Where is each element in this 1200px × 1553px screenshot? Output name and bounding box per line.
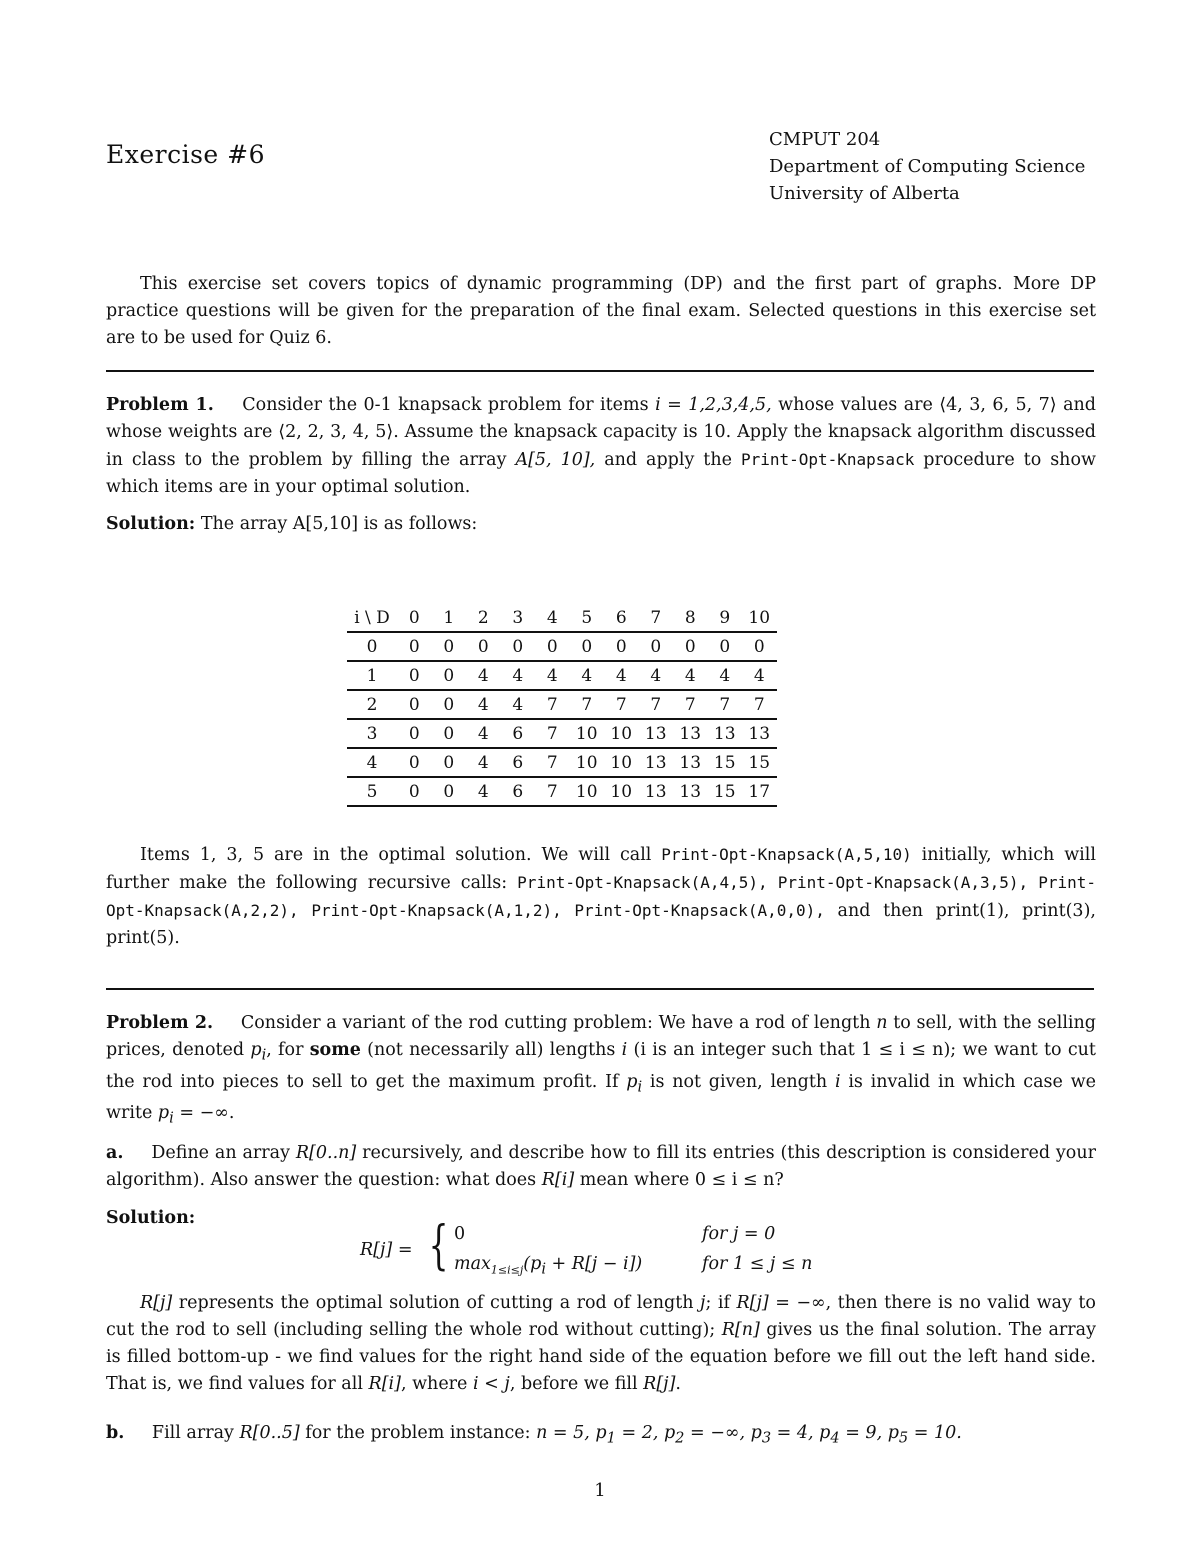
page-number: 1 [594, 1480, 606, 1501]
procedure-name: Print-Opt-Knapsack [740, 450, 915, 469]
table-cell: 6 [501, 777, 536, 806]
problem-1-statement [106, 392, 1096, 501]
explanation-text-c: = −∞, then there is no valid way to cut the rod to sell (including selling the whole rod without cutting); [106, 1293, 1096, 1340]
variable-n: n [876, 1013, 888, 1033]
problem-2-text: Consider a variant of the rod cutting problem: We have a rod of length [240, 1013, 871, 1033]
recursive-call: Print-Opt-Knapsack(A,4,5), [517, 873, 768, 892]
table-cell: 0 [466, 632, 501, 661]
table-cell: 15 [742, 748, 777, 777]
table-cell: 4 [742, 661, 777, 690]
table-cell: 0 [397, 719, 432, 748]
table-cell: 4 [570, 661, 605, 690]
row-label: 1 [347, 661, 397, 690]
row-label: 0 [347, 632, 397, 661]
conclusion-text: Items 1, 3, 5 are in the optimal solution. We will call [140, 845, 652, 865]
r-i: R[i] [368, 1374, 401, 1394]
table-cell: 0 [673, 632, 708, 661]
variable-p: p [157, 1103, 170, 1123]
row-label: 2 [347, 690, 397, 719]
table-cell: 0 [432, 632, 467, 661]
table-cell: 13 [639, 777, 674, 806]
table-cell: 13 [639, 719, 674, 748]
equation-lhs: R[j] = [360, 1240, 413, 1260]
problem-2-text-g: is invalid in which case we write [106, 1071, 1096, 1123]
case-1-condition: for j = 0 [702, 1224, 776, 1244]
row-label: 4 [347, 748, 397, 777]
case-2-term: (p [523, 1254, 542, 1274]
table-cell: 0 [397, 661, 432, 690]
part-b-label: b. [106, 1423, 125, 1443]
variable-j: j [700, 1293, 706, 1313]
table-cell: 7 [673, 690, 708, 719]
column-header: 6 [604, 604, 639, 632]
table-cell: 4 [501, 690, 536, 719]
problem-2-text-c: , for [266, 1040, 304, 1060]
recursive-call: Print-Opt-Knapsack(A,2,2), [106, 873, 1096, 920]
case-2-term-b: + R[j − i]) [545, 1254, 643, 1274]
problem-2-text-e: (i is an integer such that 1 ≤ i ≤ n); we want to cut the rod into pieces to sell to get the maximum profit. If [106, 1040, 1096, 1092]
table-row [347, 690, 777, 719]
part-a-text: Define an array [151, 1143, 290, 1163]
variable-i: i [621, 1040, 628, 1060]
variable-p: p [626, 1071, 638, 1092]
table-cell: 10 [604, 719, 639, 748]
table-cell: 7 [570, 690, 605, 719]
course-code: CMPUT 204 [769, 129, 881, 150]
table-cell: 10 [570, 748, 605, 777]
table-cell: 7 [535, 748, 570, 777]
negative-infinity: = −∞. [179, 1103, 235, 1123]
solution-label: Solution: [106, 1208, 196, 1228]
table-cell: 7 [535, 690, 570, 719]
max-range: 1≤i≤j [490, 1263, 524, 1277]
table-cell: 0 [397, 632, 432, 661]
problem-2-explanation: R[j] represents the optimal solution of cutting a rod of length j; if R[j] = −∞, then there is no valid way to cut the rod to sell (including selling the whole rod without cutting); R[n] gives us the final solution. The array is filled bottom-up - we find values for the right hand side of the equation before we fill out the left hand side. That is, we find values for all R[i], where i < j, before we fill R[j]. [106, 1293, 1096, 1394]
table-cell: 10 [604, 777, 639, 806]
subscript-i: i [169, 1109, 174, 1127]
page-title: Exercise #6 [106, 140, 266, 169]
r-j: R[j] [140, 1293, 173, 1313]
table-cell: 0 [432, 719, 467, 748]
case-2-condition: for 1 ≤ j ≤ n [702, 1254, 813, 1274]
table-row [347, 661, 777, 690]
university-name: University of Alberta [769, 183, 960, 204]
table-header-row [347, 604, 777, 632]
table-cell: 0 [501, 632, 536, 661]
problem-1-text-c: and apply the [604, 450, 732, 470]
table-cell: 0 [742, 632, 777, 661]
part-b-text-2: for the problem instance: [305, 1423, 531, 1443]
recursive-call: Print-Opt-Knapsack(A,3,5), [777, 873, 1029, 892]
intro-paragraph: This exercise set covers topics of dynamic programming (DP) and the first part of graphs. More DP practice questions will be given for the preparation of the final exam. Selected questions in this exercise set are to be used for Quiz 6. [106, 274, 1096, 348]
variable-p: p [250, 1040, 262, 1060]
r-j: R[j] [736, 1293, 769, 1313]
problem-1-items: i = 1,2,3,4,5, [655, 395, 772, 415]
knapsack-table [347, 604, 777, 807]
solution-text: The array A[5,10] is as follows: [200, 514, 478, 534]
instance-prices: $_1$ = 2, $p_2$ = −∞, $p_3 = 4$, $p_4 = 9$, $p_5 = 10$. [606, 1423, 962, 1447]
array-r-i: R[i] [541, 1170, 575, 1190]
table-cell: 4 [708, 661, 743, 690]
table-cell: 17 [742, 777, 777, 806]
problem-1-label: Problem 1. [106, 395, 214, 415]
table-body [347, 632, 777, 806]
table-cell: 0 [570, 632, 605, 661]
problem-2-statement [106, 1010, 1096, 1132]
variable-i: i [834, 1071, 841, 1092]
table-cell: 15 [708, 748, 743, 777]
table-cell: 0 [535, 632, 570, 661]
table-cell: 13 [673, 719, 708, 748]
subscript-i: i [637, 1078, 643, 1095]
explanation-text-f: , before we fill [509, 1374, 638, 1394]
table-cell: 13 [708, 719, 743, 748]
column-header: 9 [708, 604, 743, 632]
left-brace: { [428, 1216, 449, 1276]
table-cell: 0 [604, 632, 639, 661]
table-cell: 4 [604, 661, 639, 690]
table-cell: 10 [570, 777, 605, 806]
conclusion-text-b: initially, which will further make the following recursive calls: [106, 845, 1096, 893]
table-cell: 4 [466, 777, 501, 806]
table-cell: 7 [535, 777, 570, 806]
subscript-i: i [541, 1260, 546, 1278]
table-cell: 0 [432, 661, 467, 690]
table-cell: 0 [708, 632, 743, 661]
row-label: 5 [347, 777, 397, 806]
column-header: 0 [397, 604, 432, 632]
problem-2-text-f: is not given, length [649, 1071, 828, 1092]
table-cell: 13 [673, 777, 708, 806]
explanation-text-b: ; if [705, 1293, 730, 1313]
recursive-call: Print-Opt-Knapsack(A,1,2), [311, 901, 562, 920]
table-cell: 7 [639, 690, 674, 719]
table-cell: 10 [570, 719, 605, 748]
problem-2-part-b [106, 1420, 1096, 1452]
part-a-label: a. [106, 1143, 124, 1163]
table-cell: 4 [466, 690, 501, 719]
case-1-expression: 0 [454, 1224, 466, 1244]
table-row [347, 777, 777, 806]
table-corner-header: i \ D [347, 604, 397, 632]
conclusion-text-c: and then print(1), print(3), print(5). [106, 901, 1096, 948]
table-cell: 6 [501, 719, 536, 748]
problem-1-conclusion [106, 841, 1096, 952]
table-cell: 7 [535, 719, 570, 748]
column-header: 10 [742, 604, 777, 632]
table-cell: 0 [397, 690, 432, 719]
column-header: 5 [570, 604, 605, 632]
explanation-text-d: gives us the final solution. The array is filled bottom-up - we find values for the right hand side of the equation before we fill out the left hand side. That is, we find values for all [106, 1320, 1096, 1394]
table-cell: 7 [604, 690, 639, 719]
problem-2-text-b: to sell, with the selling prices, denoted [106, 1013, 1096, 1060]
table-row [347, 632, 777, 661]
condition-i-lt-j: i < j [473, 1374, 510, 1394]
problem-1-solution-intro [106, 511, 1096, 538]
table-cell: 13 [742, 719, 777, 748]
recursive-call: Print-Opt-Knapsack(A,0,0), [574, 901, 825, 920]
array-r: R[0..n] [295, 1143, 357, 1163]
explanation-text: represents the optimal solution of cutting a rod of length [178, 1293, 694, 1313]
case-2-expression [454, 1254, 642, 1278]
table-cell: 13 [639, 748, 674, 777]
table-cell: 7 [742, 690, 777, 719]
table-cell: 4 [535, 661, 570, 690]
max-operator: max [454, 1254, 491, 1274]
column-header: 7 [639, 604, 674, 632]
table-cell: 4 [673, 661, 708, 690]
recursive-call: Print-Opt-Knapsack(A,5,10) [661, 845, 912, 864]
problem-2-text-d: (not necessarily all) lengths [367, 1040, 616, 1060]
problem-2-part-a [106, 1140, 1096, 1194]
table-cell: 0 [397, 777, 432, 806]
column-header: 3 [501, 604, 536, 632]
divider [106, 988, 1094, 990]
table-cell: 4 [466, 719, 501, 748]
divider [106, 370, 1094, 372]
table-cell: 7 [708, 690, 743, 719]
table-cell: 0 [639, 632, 674, 661]
column-header: 1 [432, 604, 467, 632]
problem-2-label: Problem 2. [106, 1013, 214, 1033]
table-cell: 4 [501, 661, 536, 690]
table-cell: 0 [397, 748, 432, 777]
table-cell: 4 [466, 748, 501, 777]
problem-2-solution-label [106, 1205, 1096, 1232]
r-n: R[n] [721, 1320, 760, 1340]
solution-label: Solution: [106, 514, 196, 534]
column-header: 2 [466, 604, 501, 632]
department-name: Department of Computing Science [769, 156, 1086, 177]
problem-1-text-d: procedure to show which items are in your optimal solution. [106, 450, 1096, 497]
problem-1-array: A[5, 10], [515, 450, 596, 470]
table-cell: 4 [639, 661, 674, 690]
array-r-range: R[0..5] [239, 1423, 300, 1443]
table-cell: 13 [673, 748, 708, 777]
table-cell: 0 [432, 748, 467, 777]
table-row [347, 748, 777, 777]
row-label: 3 [347, 719, 397, 748]
table-cell: 0 [432, 690, 467, 719]
problem-1-text: Consider the 0-1 knapsack problem for items [242, 395, 649, 415]
part-a-text-3: mean where 0 ≤ i ≤ n? [579, 1170, 784, 1190]
table-cell: 0 [432, 777, 467, 806]
instance-n: n = 5, p [536, 1423, 607, 1443]
table-cell: 10 [604, 748, 639, 777]
course-header [769, 126, 1085, 207]
part-b-text: Fill array [151, 1423, 234, 1443]
table-row [347, 719, 777, 748]
part-a-text-2: recursively, and describe how to fill its entries (this description is considered your algorithm). Also answer the question: what does [106, 1143, 1096, 1190]
column-header: 4 [535, 604, 570, 632]
problem-1-text-b: whose values are ⟨4, 3, 6, 5, 7⟩ and whose weights are ⟨2, 2, 3, 4, 5⟩. Assume the knapsack capacity is 10. Apply the knapsack algorithm discussed in class to the problem by filling the array [106, 395, 1096, 470]
table-cell: 15 [708, 777, 743, 806]
emphasis-some: some [309, 1040, 361, 1060]
table-cell: 4 [466, 661, 501, 690]
explanation-text-e: , where [400, 1374, 468, 1394]
subscript-i: i [261, 1046, 267, 1064]
r-j: R[j] [643, 1374, 676, 1394]
table-cell: 6 [501, 748, 536, 777]
column-header: 8 [673, 604, 708, 632]
